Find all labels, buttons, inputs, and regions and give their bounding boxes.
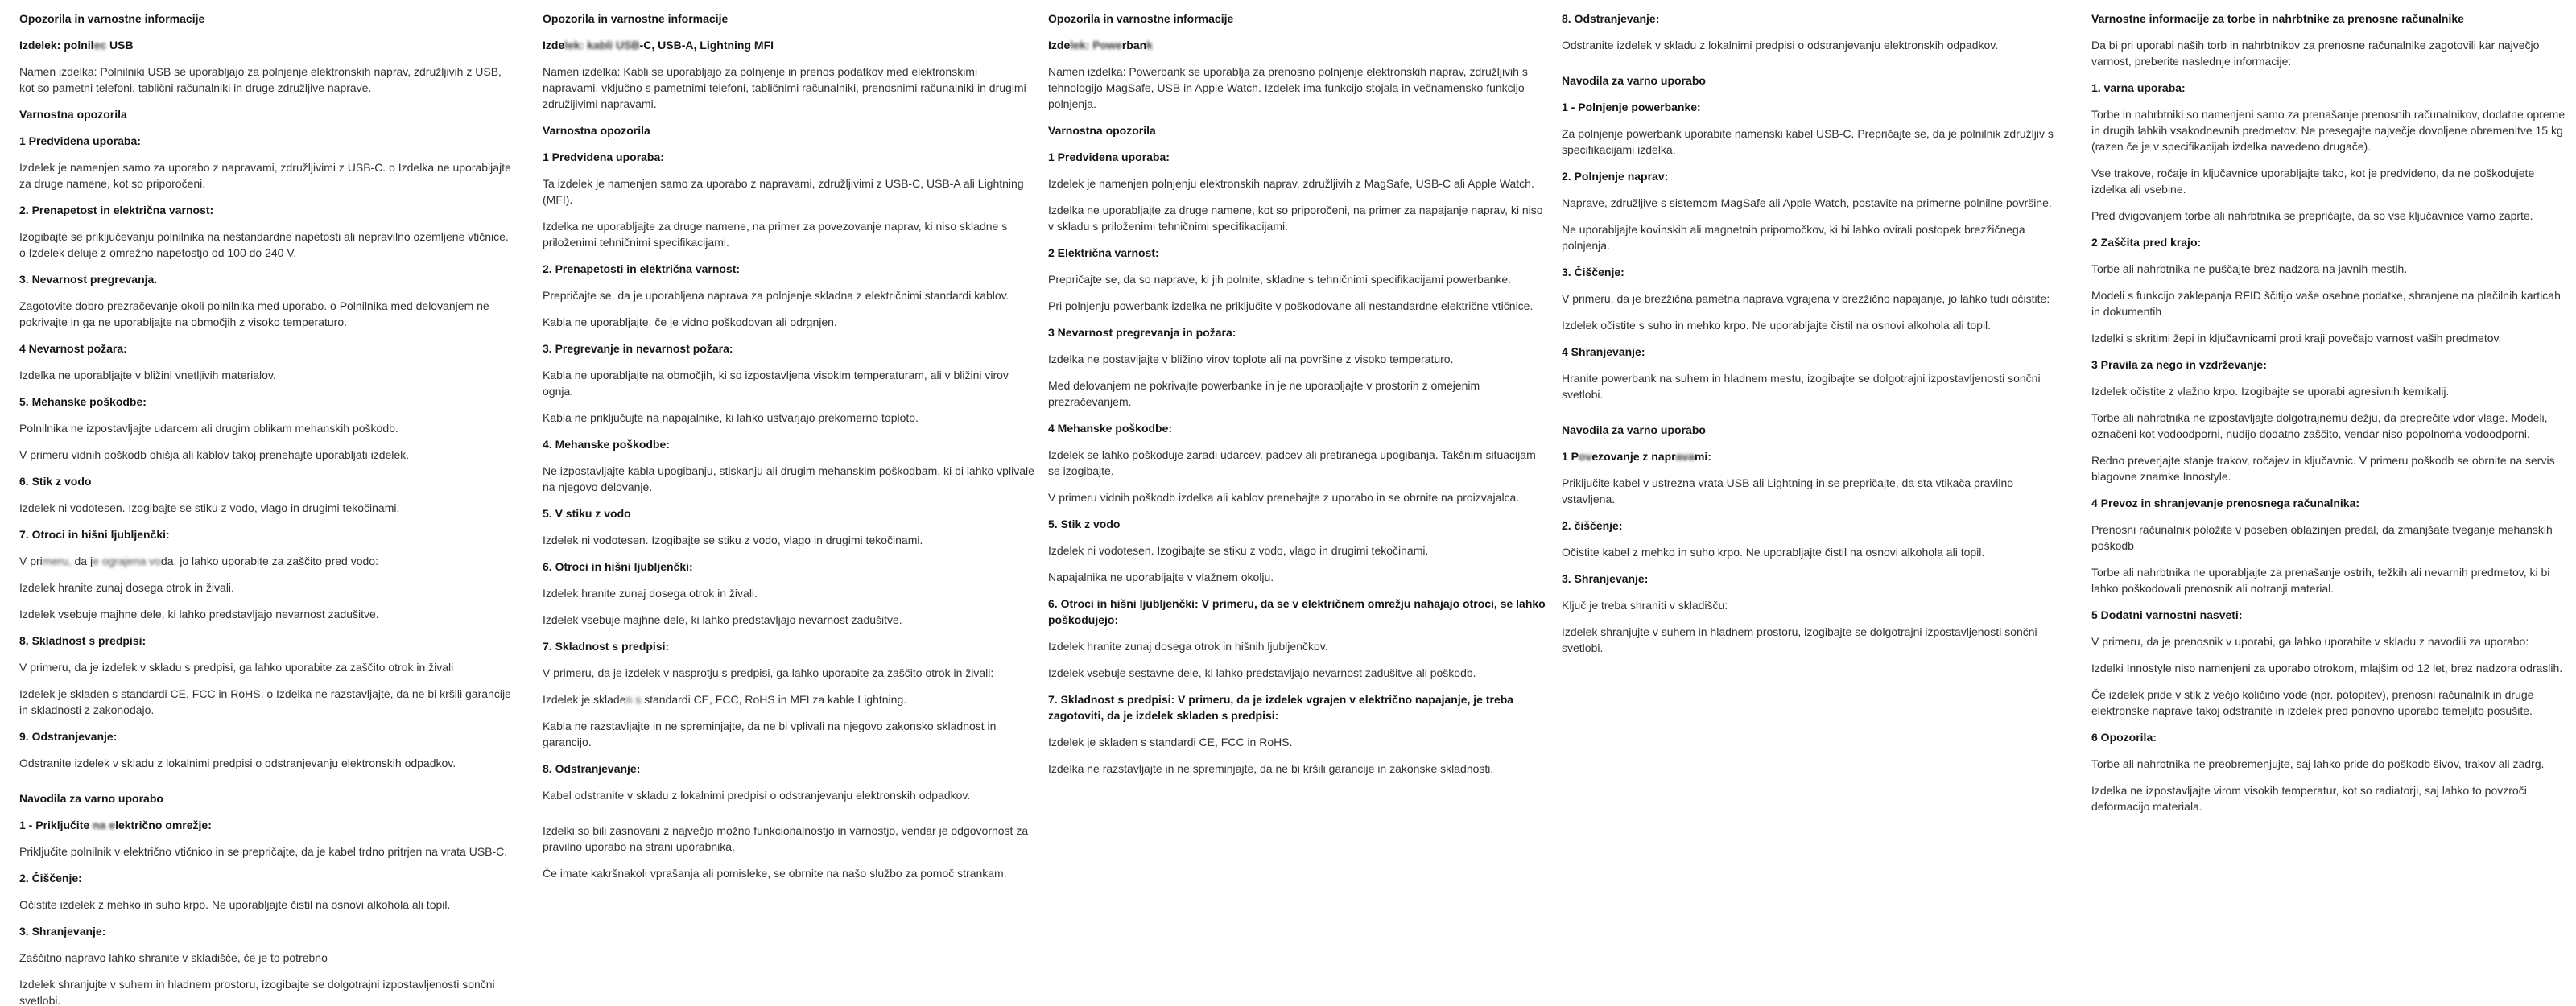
paragraph: Kabla ne uporabljajte, če je vidno poškodovan ali odrgnjen. [543, 315, 837, 328]
paragraph: Ne uporabljajte kovinskih ali magnetnih pripomočkov, ki bi lahko ovirali postopek brezžičnega polnjenja. [1562, 223, 2025, 252]
paragraph: Izogibajte se priključevanju polnilnika na nestandardne napetosti ali nepravilno ozemljene vtičnice. o Izdelek deluje z omrežno napetostjo od 100 do 240 V. [19, 230, 509, 259]
paragraph: Izdelka ne uporabljajte za druge namene, na primer za povezovanje naprav, ki niso skladne s priloženimi tehničnimi specifikacijami. [543, 220, 1008, 249]
paragraph: Namen izdelka: Kabli se uporabljajo za polnjenje in prenos podatkov med elektronskimi napravami, vključno s pametnimi telefoni, tabličnimi računalniki, prenosnimi računalniki in drugimi združljivimi napravami. [543, 65, 1026, 110]
section-heading: 6. Otroci in hišni ljubljenčki: [543, 560, 693, 573]
text-segment: standardi CE, FCC, RoHS in MFI za kable Lightning. [641, 693, 907, 706]
paragraph: Če izdelek pride v stik z večjo količino vode (npr. potopitev), prenosni računalnik in druge elektronske naprave takoj odstranite in izdelek pred ponovno uporabo temeljito posušite. [2091, 688, 2534, 717]
paragraph: Za polnjenje powerbank uporabite namenski kabel USB-C. Prepričajte se, da je polnilnik združljiv s specifikacijami izdelka. [1562, 127, 2054, 156]
paragraph: Izdelki s skritimi žepi in ključavnicami proti kraji povečajo varnost vaših predmetov. [2091, 332, 2502, 344]
text-segment: lektrično omrežje: [115, 818, 212, 831]
paragraph: Namen izdelka: Powerbank se uporablja za prenosno polnjenje elektronskih naprav, združljivih s tehnologijo MagSafe, USB in Apple Watch. Izdelek ima funkcijo stojala in večnamensko funkcijo polnjenja. [1048, 65, 1528, 110]
smudged-text: ec [93, 39, 107, 52]
paragraph: Prepričajte se, da je uporabljena naprava za polnjenje skladna z električnimi standardi kablov. [543, 289, 1009, 302]
paragraph: Izdelek ni vodotesen. Izogibajte se stiku z vodo, vlago in drugimi tekočinami. [1048, 544, 1429, 557]
section-heading [1562, 448, 2069, 464]
text-segment: rban [1121, 39, 1147, 52]
section-heading: 2. Prenapetosti in električna varnost: [543, 262, 741, 275]
section-heading: 4 Prevoz in shranjevanje prenosnega računalnika: [2091, 497, 2360, 509]
section-heading: Navodila za varno uporabo [1562, 423, 1706, 436]
text-segment: mi: [1694, 450, 1711, 463]
paragraph: Napajalnika ne uporabljajte v vlažnem okolju. [1048, 571, 1274, 583]
paragraph: Torbe ali nahrbtnika ne puščajte brez nadzora na javnih mestih. [2091, 262, 2408, 275]
paragraph: Zagotovite dobro prezračevanje okoli polnilnika med uporabo. o Polnilnika med delovanjem ne pokrivajte in ga ne uporabljajte na območjih z visoko temperaturo. [19, 299, 489, 328]
smudged-text: k [1146, 39, 1153, 52]
section-heading: Varnostna opozorila [1048, 124, 1156, 137]
section-heading: 4. Mehanske poškodbe: [543, 438, 670, 451]
section-heading: 2 Električna varnost: [1048, 246, 1159, 259]
paragraph: Izdelka ne uporabljajte za druge namene, kot so priporočeni, na primer za napajanje naprav, ki niso v skladu s priloženimi tehničnimi specifikacijami. [1048, 204, 1543, 233]
text-segment: Izdelek je sklade [543, 693, 626, 706]
smudged-text: ava [1675, 450, 1695, 463]
section-heading: 2. Čiščenje: [19, 872, 82, 884]
smudged-text: lek: kabli USB [564, 39, 640, 52]
paragraph: Izdelek očistite s suho in mehko krpo. Ne uporabljajte čistil na osnovi alkohola ali topil. [1562, 319, 1992, 332]
section-heading: 4 Nevarnost požara: [19, 342, 127, 355]
paragraph: Izdelek shranjujte v suhem in hladnem prostoru, izogibajte se dolgotrajni izpostavljenosti sončni svetlobi. [1562, 625, 2037, 654]
text-segment: 1 P [1562, 450, 1579, 463]
text-segment: ezovanje z napr [1591, 450, 1676, 463]
smudged-text: lek: Powe [1070, 39, 1122, 52]
section-heading: 4 Shranjevanje: [1562, 345, 1645, 358]
paragraph: Izdelek vsebuje majhne dele, ki lahko predstavljajo nevarnost zadušitve. [543, 613, 902, 626]
paragraph: Izdelka ne izpostavljajte virom visokih temperatur, kot so radiatorji, saj lahko to povzroči deformacijo materiala. [2091, 784, 2527, 813]
column-powerbank-cable-usage [1562, 10, 2069, 666]
smudged-text: meru, [42, 555, 72, 567]
section-heading: 3. Pregrevanje in nevarnost požara: [543, 342, 733, 355]
section-heading: 7. Otroci in hišni ljubljenčki: [19, 528, 170, 541]
paragraph [543, 691, 1035, 707]
paragraph: Izdelka ne razstavljajte in ne spreminjajte, da ne bi kršili garancije in zakonske skladnosti. [1048, 762, 1494, 775]
paragraph: Izdelka ne uporabljajte v bližini vnetljivih materialov. [19, 369, 276, 381]
section-heading: 3 Pravila za nego in vzdrževanje: [2091, 358, 2267, 371]
section-heading: 6 Opozorila: [2091, 731, 2157, 744]
section-heading: 6. Stik z vodo [19, 475, 92, 488]
section-heading [1048, 37, 1547, 53]
smudged-text: n s [625, 693, 642, 706]
paragraph: V primeru, da je prenosnik v uporabi, ga lahko uporabite v skladu z navodili za uporabo: [2091, 635, 2529, 648]
section-heading: 3. Nevarnost pregrevanja. [19, 273, 158, 286]
paragraph: Polnilnika ne izpostavljajte udarcem ali drugim oblikam mehanskih poškodb. [19, 422, 398, 435]
section-heading: 5. Stik z vodo [1048, 517, 1121, 530]
paragraph: Zaščitno napravo lahko shranite v skladišče, če je to potrebno [19, 951, 328, 964]
paragraph: Torbe ali nahrbtnika ne izpostavljajte dolgotrajnemu dežju, da preprečite vdor vlage. Modeli, označeni kot vodoodporni, nudijo dodatno zaščito, vendar niso popolnoma vodoodporni. [2091, 411, 2548, 440]
section-heading: Opozorila in varnostne informacije [19, 12, 205, 25]
paragraph: Očistite izdelek z mehko in suho krpo. Ne uporabljajte čistil na osnovi alkohola ali topil. [19, 898, 451, 911]
section-heading: Navodila za varno uporabo [19, 792, 163, 805]
section-heading: 7. Skladnost s predpisi: V primeru, da je izdelek vgrajen v električno napajanje, je treba zagotoviti, da je izdelek skladen s predpisi: [1048, 693, 1514, 722]
section-heading: Navodila za varno uporabo [1562, 74, 1706, 87]
paragraph: V primeru, da je izdelek v skladu s predpisi, ga lahko uporabite za zaščito otrok in živali [19, 661, 454, 674]
paragraph: Vse trakove, ročaje in ključavnice uporabljajte tako, kot je predvideno, da ne poškodujete izdelka ali vsebine. [2091, 167, 2535, 196]
column-laptop-bags-safety [2091, 10, 2571, 825]
section-heading: 1 Predvidena uporaba: [543, 150, 664, 163]
paragraph: Ključ je treba shraniti v skladišču: [1562, 599, 1728, 612]
section-heading: 1 Predvidena uporaba: [19, 134, 141, 147]
paragraph: Priključite polnilnik v električno vtičnico in se prepričajte, da je kabel trdno pritrjen na vrata USB-C. [19, 845, 508, 858]
paragraph: Izdelek hranite zunaj dosega otrok in hišnih ljubljenčkov. [1048, 640, 1328, 653]
paragraph: Prepričajte se, da so naprave, ki jih polnite, skladne s tehničnimi specifikacijami powerbanke. [1048, 273, 1512, 286]
paragraph: Torbe ali nahrbtnika ne uporabljajte za prenašanje ostrih, težkih ali nevarnih predmetov, ki bi lahko poškodovali prenosnik ali notranji material. [2091, 566, 2550, 595]
section-heading: 1 - Polnjenje powerbanke: [1562, 101, 1701, 113]
text-segment: da j [71, 555, 93, 567]
paragraph: Če imate kakršnakoli vprašanja ali pomisleke, se obrnite na našo službo za pomoč strankam. [543, 867, 1007, 880]
column-powerbank-warnings [1048, 10, 1547, 787]
section-heading: 8. Skladnost s predpisi: [19, 634, 147, 647]
paragraph: Redno preverjajte stanje trakov, ročajev in ključavnic. V primeru poškodb se obrnite na servis blagovne znamke Innostyle. [2091, 454, 2555, 483]
section-heading: 2. Prenapetost in električna varnost: [19, 204, 214, 216]
paragraph: Izdelek vsebuje majhne dele, ki lahko predstavljajo nevarnost zadušitve. [19, 608, 379, 621]
paragraph: Da bi pri uporabi naših torb in nahrbtnikov za prenosne računalnike zagotovili kar največjo varnost, preberite naslednje informacije: [2091, 39, 2540, 68]
section-heading: Opozorila in varnostne informacije [543, 12, 729, 25]
text-segment: V pri [19, 555, 43, 567]
paragraph: Očistite kabel z mehko in suho krpo. Ne uporabljajte čistil na osnovi alkohola ali topil. [1562, 546, 1985, 559]
paragraph: Odstranite izdelek v skladu z lokalnimi predpisi o odstranjevanju elektronskih odpadkov. [19, 757, 456, 769]
paragraph: V primeru vidnih poškodb ohišja ali kablov takoj prenehajte uporabljati izdelek. [19, 448, 410, 461]
paragraph: Torbe in nahrbtniki so namenjeni samo za prenašanje prenosnih računalnikov, dodatne opreme in drugih lahkih vsakodnevnih predmetov. Ne presegajte največje dovoljene obremenitve 15 kg (razen če je v specifikacijah izdelka navedeno drugače). [2091, 108, 2566, 153]
section-heading: 5. Mehanske poškodbe: [19, 395, 147, 408]
paragraph: Torbe ali nahrbtnika ne preobremenjujte, saj lahko pride do poškodb šivov, trakov ali zadrg. [2091, 757, 2545, 770]
section-heading: 2. čiščenje: [1562, 519, 1623, 532]
section-heading: Opozorila in varnostne informacije [1048, 12, 1234, 25]
section-heading: 5 Dodatni varnostni nasveti: [2091, 608, 2243, 621]
section-heading: 3. Shranjevanje: [1562, 572, 1649, 585]
text-segment: da, jo lahko uporabite za zaščito pred vodo: [160, 555, 378, 567]
paragraph: Izdelek ni vodotesen. Izogibajte se stiku z vodo, vlago in drugimi tekočinami. [19, 501, 400, 514]
section-heading: Varnostna opozorila [543, 124, 650, 137]
section-heading: 8. Odstranjevanje: [1562, 12, 1660, 25]
text-segment: -C, USB-A, Lightning MFI [639, 39, 774, 52]
section-heading: 1 Predvidena uporaba: [1048, 150, 1170, 163]
section-heading: 3. Shranjevanje: [19, 925, 106, 938]
paragraph: Izdelek je namenjen samo za uporabo z napravami, združljivimi z USB-C. o Izdelka ne uporabljajte za druge namene, kot so priporočeni. [19, 161, 511, 190]
paragraph: Izdelek je namenjen polnjenju elektronskih naprav, združljivih z MagSafe, USB-C ali Apple Watch. [1048, 177, 1534, 190]
paragraph: Kabla ne priključujte na napajalnike, ki lahko ustvarjajo prekomerno toploto. [543, 411, 919, 424]
section-heading: Varnostna opozorila [19, 108, 127, 121]
paragraph: Priključite kabel v ustrezna vrata USB ali Lightning in se prepričajte, da sta vtikača pravilno vstavljena. [1562, 476, 2014, 505]
paragraph: Pred dvigovanjem torbe ali nahrbtnika se prepričajte, da so vse ključavnice varno zaprte. [2091, 209, 2533, 222]
paragraph: Naprave, združljive s sistemom MagSafe ali Apple Watch, postavite na primerne polnilne površine. [1562, 196, 2052, 209]
text-segment: Izde [1048, 39, 1071, 52]
paragraph [19, 553, 512, 569]
paragraph: V primeru, da je izdelek v nasprotju s predpisi, ga lahko uporabite za zaščito otrok in živali: [543, 666, 994, 679]
section-heading [19, 817, 512, 833]
paragraph: Izdelek je skladen s standardi CE, FCC in RoHS. [1048, 736, 1293, 748]
paragraph: Izdelek se lahko poškoduje zaradi udarcev, padcev ali pretiranega upogibanja. Takšnim situacijam se izogibajte. [1048, 448, 1536, 477]
section-heading: 2 Zaščita pred krajo: [2091, 236, 2202, 249]
paragraph: Namen izdelka: Polnilniki USB se uporabljajo za polnjenje elektronskih naprav, združljivih z USB, kot so pametni telefoni, tablični računalniki in druge združljive naprave. [19, 65, 502, 94]
section-heading: 8. Odstranjevanje: [543, 762, 641, 775]
paragraph: Izdelki Innostyle niso namenjeni za uporabo otrokom, mlajšim od 12 let, brez nadzora odraslih. [2091, 662, 2563, 674]
paragraph: Pri polnjenju powerbank izdelka ne priključite v poškodovane ali nestandardne električne vtičnice. [1048, 299, 1534, 312]
section-heading: 4 Mehanske poškodbe: [1048, 422, 1173, 435]
text-segment: Izde [543, 39, 565, 52]
paragraph: Kabel odstranite v skladu z lokalnimi predpisi o odstranjevanju elektronskih odpadkov. [543, 789, 971, 802]
paragraph: Izdelek očistite z vlažno krpo. Izogibajte se uporabi agresivnih kemikalij. [2091, 385, 2450, 398]
paragraph: Izdelki so bili zasnovani z največjo možno funkcionalnostjo in varnostjo, vendar je odgovornost za pravilno uporabo na strani uporabnika. [543, 824, 1029, 853]
section-heading [543, 37, 1035, 53]
paragraph: Ta izdelek je namenjen samo za uporabo z napravami, združljivimi z USB-C, USB-A ali Lightning (MFI). [543, 177, 1024, 206]
text-segment: Izdelek: polnil [19, 39, 94, 52]
section-heading: 3. Čiščenje: [1562, 266, 1624, 278]
paragraph: V primeru, da je brezžična pametna naprava vgrajena v brezžično napajanje, jo lahko tudi očistite: [1562, 292, 2050, 305]
section-heading: 1. varna uporaba: [2091, 81, 2186, 94]
section-heading: 9. Odstranjevanje: [19, 730, 118, 743]
paragraph: Hranite powerbank na suhem in hladnem mestu, izogibajte se dolgotrajni izpostavljenosti sončni svetlobi. [1562, 372, 2041, 401]
section-heading: 5. V stiku z vodo [543, 507, 631, 520]
paragraph: V primeru vidnih poškodb izdelka ali kablov prenehajte z uporabo in se obrnite na proizvajalca. [1048, 491, 1520, 504]
paragraph: Kabla ne uporabljajte na območjih, ki so izpostavljena visokim temperaturam, ali v bližini virov ognja. [543, 369, 1009, 398]
smudged-text: e ograjena vo [93, 555, 161, 567]
text-segment: 1 - Priključite [19, 818, 90, 831]
paragraph: Izdelek je skladen s standardi CE, FCC in RoHS. o Izdelka ne razstavljajte, da ne bi kršili garancije in skladnosti z zakonodajo. [19, 687, 511, 716]
paragraph: Izdelek shranjujte v suhem in hladnem prostoru, izogibajte se dolgotrajni izpostavljenosti sončni svetlobi. [19, 978, 495, 1006]
section-heading: 7. Skladnost s predpisi: [543, 640, 670, 653]
paragraph: Modeli s funkcijo zaklepanja RFID ščitijo vaše osebne podatke, shranjene na plačilnih karticah in dokumentih [2091, 289, 2561, 318]
text-segment: USB [106, 39, 134, 52]
paragraph: Izdelka ne postavljajte v bližino virov toplote ali na površine z visoko temperaturo. [1048, 353, 1454, 365]
paragraph: Izdelek hranite zunaj dosega otrok in živali. [543, 587, 758, 600]
section-heading: Varnostne informacije za torbe in nahrbtnike za prenosne računalnike [2091, 12, 2464, 25]
section-heading: 3 Nevarnost pregrevanja in požara: [1048, 326, 1236, 339]
section-heading: 2. Polnjenje naprav: [1562, 170, 1669, 183]
section-heading: 6. Otroci in hišni ljubljenčki: V primeru, da se v električnem omrežju nahajajo otroci, se lahko poškodujejo: [1048, 597, 1546, 626]
smudged-text: na e [89, 818, 116, 831]
paragraph: Izdelek hranite zunaj dosega otrok in živali. [19, 581, 234, 594]
paragraph: Izdelek vsebuje sestavne dele, ki lahko predstavljajo nevarnost zadušitve ali poškodb. [1048, 666, 1476, 679]
smudged-text: ov [1579, 450, 1592, 463]
paragraph: Izdelek ni vodotesen. Izogibajte se stiku z vodo, vlago in drugimi tekočinami. [543, 534, 923, 546]
paragraph: Odstranite izdelek v skladu z lokalnimi predpisi o odstranjevanju elektronskih odpadkov. [1562, 39, 1999, 52]
section-heading [19, 37, 512, 53]
paragraph: Kabla ne razstavljajte in ne spreminjajte, da ne bi vplivali na njegovo zakonsko skladnost in garancijo. [543, 719, 997, 748]
paragraph: Prenosni računalnik položite v poseben oblazinjen predal, da zmanjšate tveganje mehanskih poškodb [2091, 523, 2553, 552]
paragraph: Ne izpostavljajte kabla upogibanju, stiskanju ali drugim mehanskim poškodbam, ki bi lahko vplivale na njegovo delovanje. [543, 464, 1034, 493]
column-cables-warnings [543, 10, 1035, 892]
paragraph: Med delovanjem ne pokrivajte powerbanke in je ne uporabljajte v prostorih z omejenim prezračevanjem. [1048, 379, 1480, 408]
column-usb-charger-warnings [19, 10, 512, 1006]
